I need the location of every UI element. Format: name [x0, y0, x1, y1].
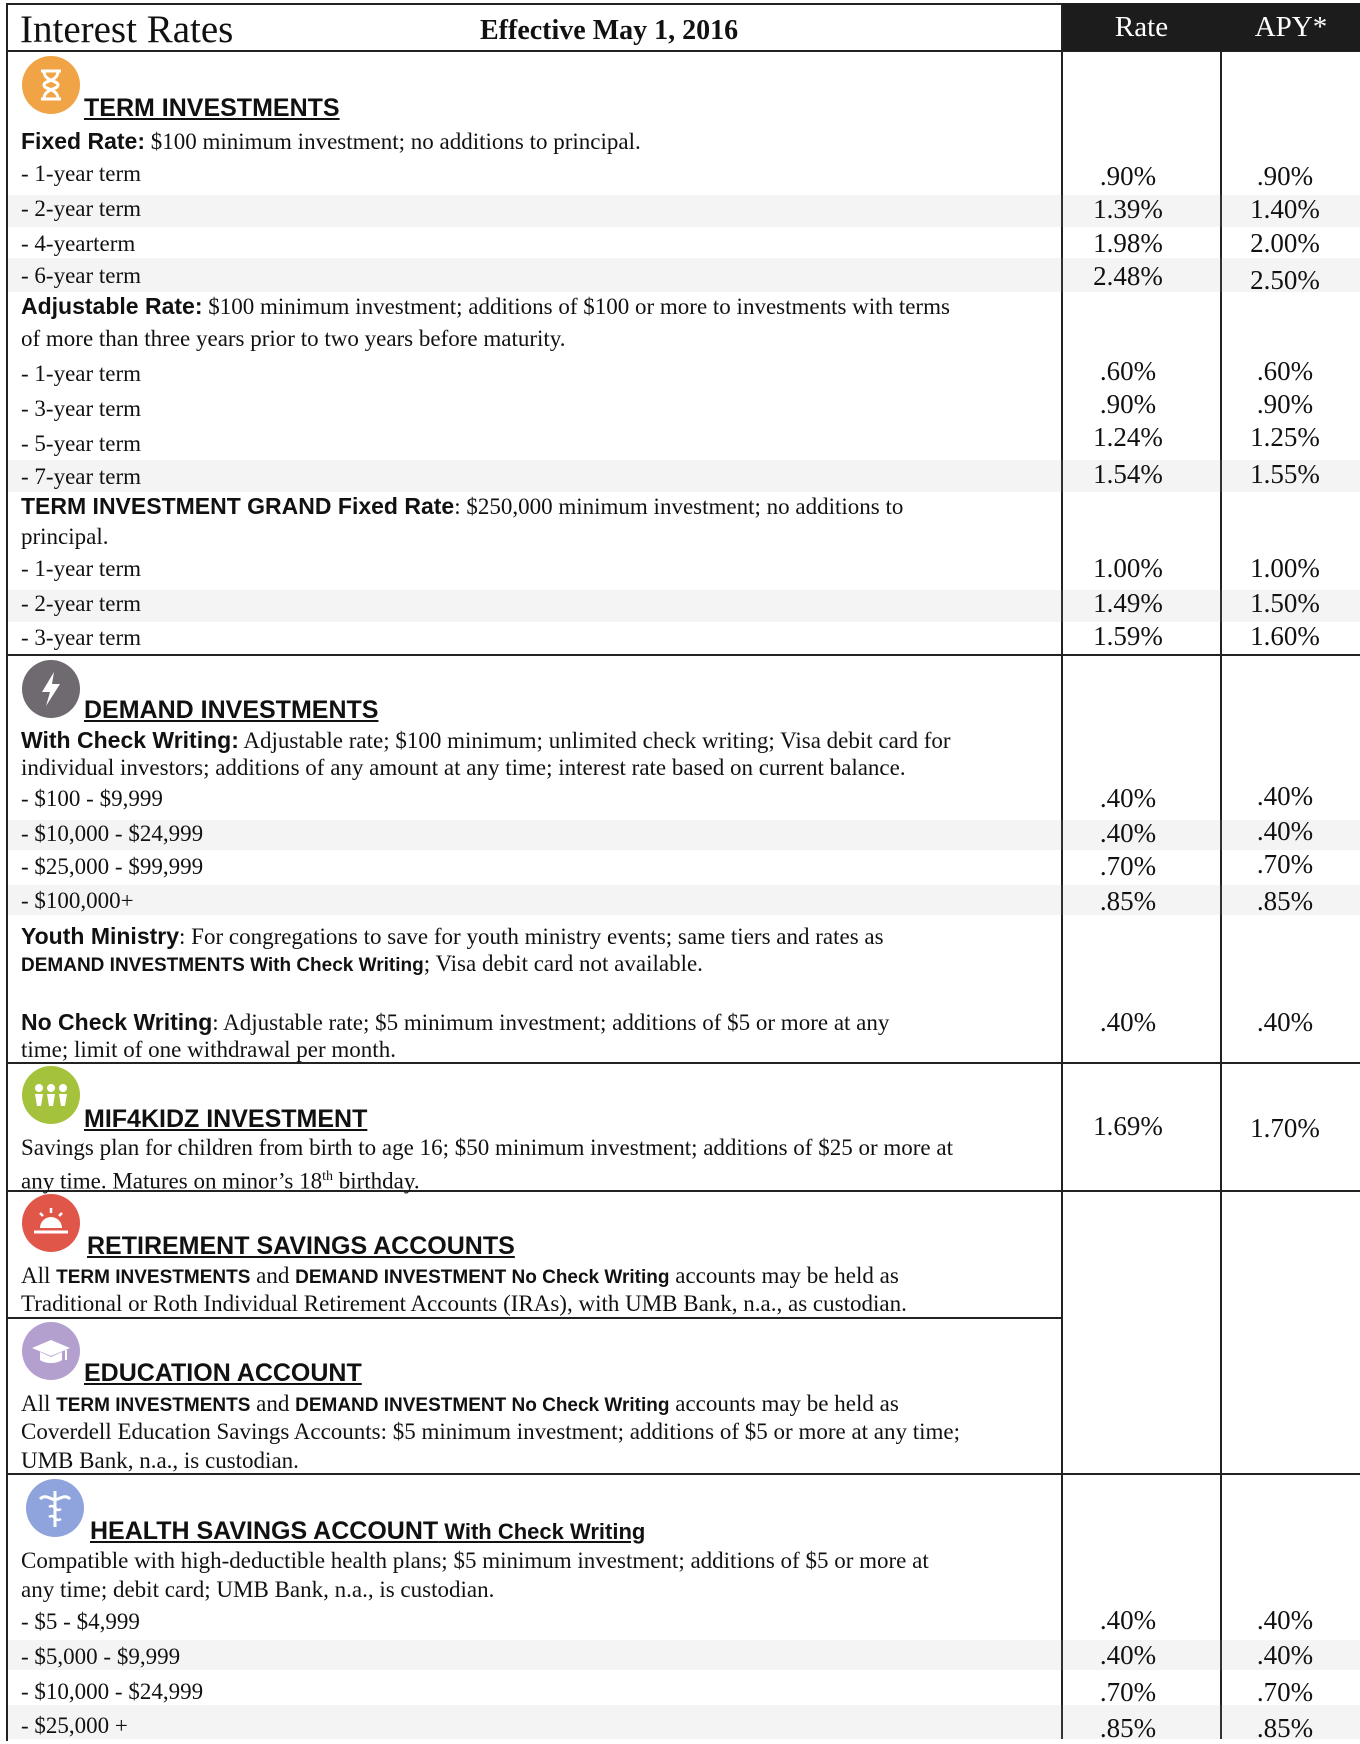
adjustable-rate-description: Adjustable Rate: $100 minimum investment; additions of $100 or more to investments with terms [21, 293, 950, 319]
adjustable-row-rate: .90% [1099, 389, 1157, 419]
hsa-description-line2: any time; debit card; UMB Bank, n.a., is custodian. [21, 1577, 495, 1602]
check-row-rate: .40% [1099, 818, 1157, 848]
no-check-writing-label: No Check Writing [21, 1009, 213, 1035]
adjustable-row-label: - 1-year term [21, 361, 142, 386]
check-row-label: - $25,000 - $99,999 [21, 854, 204, 879]
no-check-writing-description: No Check Writing: Adjustable rate; $5 minimum investment; additions of $5 or more at any [21, 1009, 890, 1035]
fixed-row-rate: 1.98% [1093, 228, 1163, 258]
no-check-writing-rate: .40% [1099, 1007, 1157, 1037]
term-investments-title: TERM INVESTMENTS [84, 94, 340, 122]
mif4kidz-description-line2: any time. Matures on minor’s 18th birthday. [21, 1168, 420, 1194]
check-row-label: - $100,000+ [21, 888, 134, 913]
hourglass-icon [22, 56, 80, 114]
adjustable-row-label: - 3-year term [21, 396, 142, 421]
hsa-row-apy: .85% [1256, 1713, 1314, 1743]
hsa-row-rate: .40% [1099, 1640, 1157, 1670]
adjustable-row-apy: 1.55% [1250, 459, 1320, 489]
adjustable-rate-label: Adjustable Rate: [21, 293, 203, 319]
apy-column-header: APY* [1254, 11, 1328, 43]
adjustable-row-apy: 1.25% [1250, 422, 1320, 452]
adjustable-row-apy: .90% [1256, 389, 1314, 419]
mif4kidz-title: MIF4KIDZ INVESTMENT [84, 1105, 368, 1133]
check-row-apy: .40% [1256, 781, 1314, 811]
check-row-rate: .85% [1099, 886, 1157, 916]
education-description-line3: UMB Bank, n.a., is custodian. [21, 1448, 299, 1473]
hsa-row-apy: .70% [1256, 1677, 1314, 1707]
fixed-row-apy: 2.00% [1250, 228, 1320, 258]
grand-row-apy: 1.00% [1250, 553, 1320, 583]
sunrise-icon [22, 1194, 80, 1252]
graduation-cap-icon [22, 1322, 80, 1380]
section-divider-demand [6, 654, 1360, 656]
check-row-rate: .40% [1099, 783, 1157, 813]
hsa-row-label: - $5 - $4,999 [21, 1609, 140, 1634]
adjustable-row-rate: .60% [1099, 356, 1157, 386]
check-row-apy: .70% [1256, 849, 1314, 879]
hsa-title: HEALTH SAVINGS ACCOUNT With Check Writing [90, 1517, 646, 1545]
fixed-rate-description: Fixed Rate: $100 minimum investment; no additions to principal. [21, 128, 641, 154]
check-writing-label: With Check Writing: [21, 727, 239, 753]
check-row-apy: .40% [1256, 816, 1314, 846]
no-check-writing-description-line2: time; limit of one withdrawal per month. [21, 1037, 396, 1062]
grand-row-label: - 3-year term [21, 625, 142, 650]
lightning-icon [22, 660, 80, 718]
adjustable-row-label: - 7-year term [21, 464, 142, 489]
retirement-description: All TERM INVESTMENTS and DEMAND INVESTMENT No Check Writing accounts may be held as [21, 1263, 899, 1288]
adjustable-row-rate: 1.54% [1093, 459, 1163, 489]
adjustable-row-label: - 5-year term [21, 431, 142, 456]
mif4kidz-apy: 1.70% [1250, 1113, 1320, 1143]
adjustable-row-rate: 1.24% [1093, 422, 1163, 452]
mif4kidz-rate: 1.69% [1093, 1111, 1163, 1141]
retirement-description-line2: Traditional or Roth Individual Retirement Accounts (IRAs), with UMB Bank, n.a., as custodian. [21, 1291, 907, 1316]
youth-ministry-label: Youth Ministry [21, 923, 180, 949]
grand-row-apy: 1.60% [1250, 621, 1320, 651]
hsa-row-label: - $25,000 + [21, 1713, 128, 1738]
education-description-line2: Coverdell Education Savings Accounts: $5 minimum investment; additions of $5 or more at any time; [21, 1419, 961, 1444]
hsa-row-label: - $10,000 - $24,999 [21, 1679, 204, 1704]
youth-ministry-description-line2: DEMAND INVESTMENTS With Check Writing; Visa debit card not available. [21, 951, 703, 976]
grand-row-rate: 1.59% [1093, 621, 1163, 651]
youth-ministry-description: Youth Ministry: For congregations to save for youth ministry events; same tiers and rates as [21, 923, 884, 949]
mif4kidz-description: Savings plan for children from birth to age 16; $50 minimum investment; additions of $25 or more at [21, 1135, 953, 1160]
fixed-row-rate: .90% [1099, 161, 1157, 191]
grand-row-label: - 1-year term [21, 556, 142, 581]
people-icon [22, 1066, 80, 1124]
grand-rate-label: TERM INVESTMENT GRAND Fixed Rate [21, 493, 455, 519]
fixed-row-label: - 4-yearterm [21, 231, 136, 256]
rate-column-header: Rate [1114, 11, 1169, 43]
demand-investments-title: DEMAND INVESTMENTS [84, 696, 379, 724]
check-row-label: - $100 - $9,999 [21, 786, 163, 811]
retirement-title: RETIREMENT SAVINGS ACCOUNTS [87, 1232, 515, 1260]
hsa-row-label: - $5,000 - $9,999 [21, 1644, 181, 1669]
effective-date: Effective May 1, 2016 [480, 15, 739, 46]
check-row-apy: .85% [1256, 886, 1314, 916]
no-check-writing-apy: .40% [1256, 1007, 1314, 1037]
fixed-row-rate: 1.39% [1093, 194, 1163, 224]
fixed-row-label: - 1-year term [21, 161, 142, 186]
page-title: Interest Rates [20, 8, 234, 51]
fixed-row-label: - 2-year term [21, 196, 142, 221]
fixed-row-apy: 1.40% [1250, 194, 1320, 224]
hsa-row-rate: .85% [1099, 1713, 1157, 1743]
hsa-row-apy: .40% [1256, 1605, 1314, 1635]
hsa-description: Compatible with high-deductible health plans; $5 minimum investment; additions of $5 or more at [21, 1548, 929, 1573]
check-writing-description-line2: individual investors; additions of any amount at any time; interest rate based on current balance. [21, 755, 906, 780]
hsa-row-apy: .40% [1256, 1640, 1314, 1670]
education-description: All TERM INVESTMENTS and DEMAND INVESTMENT No Check Writing accounts may be held as [21, 1391, 899, 1416]
education-title: EDUCATION ACCOUNT [84, 1359, 362, 1387]
fixed-row-apy: 2.50% [1250, 265, 1320, 295]
grand-row-rate: 1.49% [1093, 588, 1163, 618]
check-row-rate: .70% [1099, 851, 1157, 881]
grand-row-apy: 1.50% [1250, 588, 1320, 618]
fixed-rate-label: Fixed Rate: [21, 128, 145, 154]
grand-row-rate: 1.00% [1093, 553, 1163, 583]
adjustable-rate-description-line2: of more than three years prior to two years before maturity. [21, 326, 566, 351]
fixed-row-rate: 2.48% [1093, 261, 1163, 291]
grand-row-label: - 2-year term [21, 591, 142, 616]
caduceus-icon [26, 1479, 84, 1537]
adjustable-row-apy: .60% [1256, 356, 1314, 386]
grand-rate-description: TERM INVESTMENT GRAND Fixed Rate: $250,000 minimum investment; no additions to [21, 493, 904, 519]
check-row-label: - $10,000 - $24,999 [21, 821, 204, 846]
check-writing-description: With Check Writing: Adjustable rate; $100 minimum; unlimited check writing; Visa debit card for [21, 727, 951, 753]
grand-rate-description-line2: principal. [21, 524, 109, 549]
hsa-row-rate: .70% [1099, 1677, 1157, 1707]
fixed-row-label: - 6-year term [21, 263, 142, 288]
fixed-row-apy: .90% [1256, 161, 1314, 191]
hsa-row-rate: .40% [1099, 1605, 1157, 1635]
